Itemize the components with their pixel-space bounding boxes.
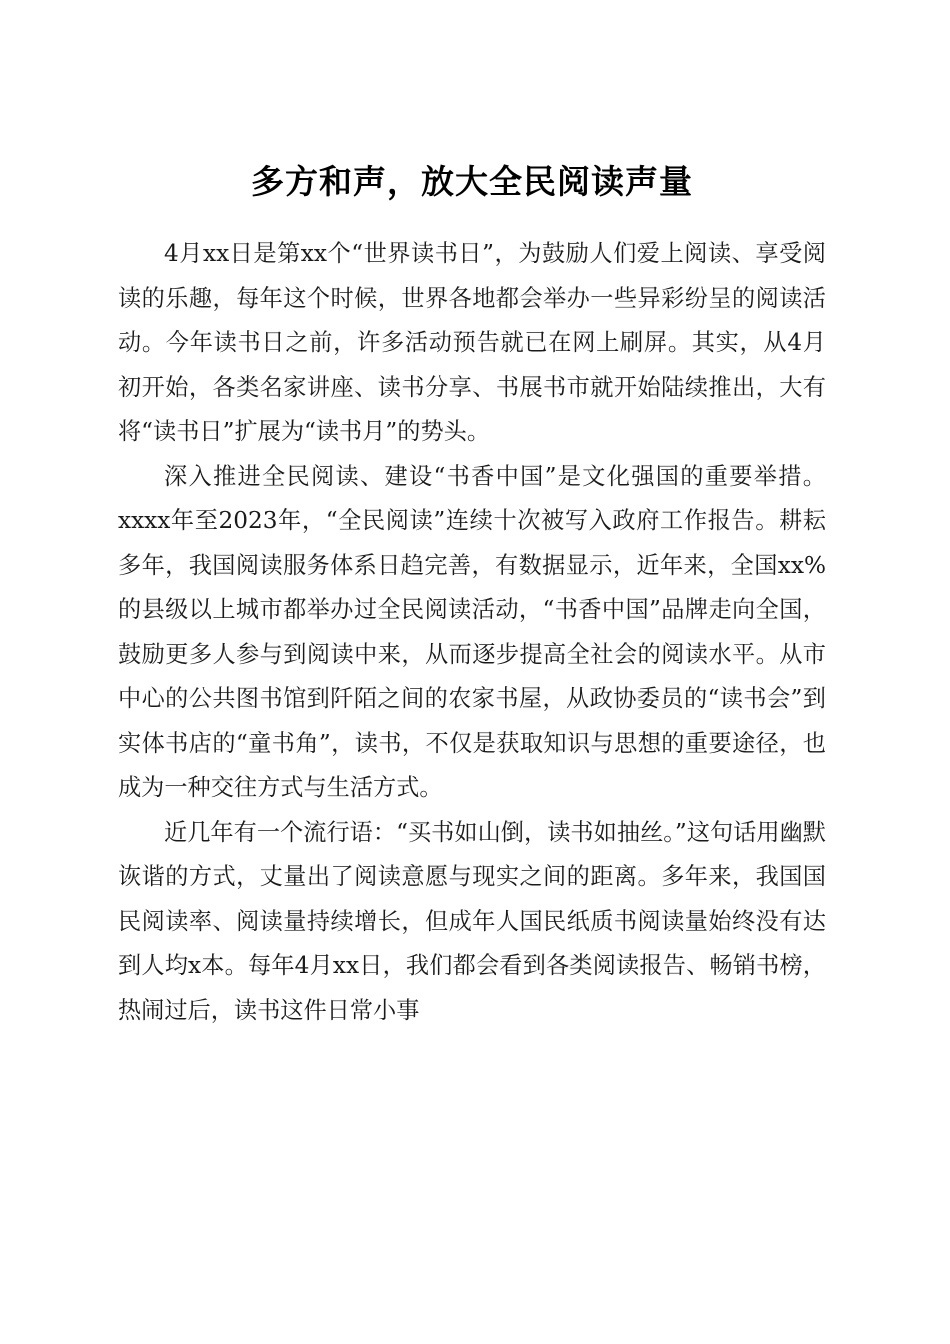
document-body — [118, 232, 826, 1033]
paragraph-reading-gap: 近几年有一个流行语：“买书如山倒，读书如抽丝。”这句话用幽默诙谐的方式，丈量出了阅读意愿与现实之间的距离。多年来，我国国民阅读率、阅读量持续增长，但成年人国民纸质书阅读量始终没有达到人均x本。每年4月xx日，我们都会看到各类阅读报告、畅销书榜，热闹过后，读书这件日常小事 — [118, 818, 826, 1024]
paragraph-world-reading-day: 4月xx日是第xx个“世界读书日”，为鼓励人们爱上阅读、享受阅读的乐趣，每年这个时候，世界各地都会举办一些异彩纷呈的阅读活动。今年读书日之前，许多活动预告就已在网上刷屏。其实，从4月初开始，各类名家讲座、读书分享、书展书市就开始陆续推出，大有将“读书日”扩展为“读书月”的势头。 — [118, 240, 826, 445]
paragraph-national-reading: 深入推进全民阅读、建设“书香中国”是文化强国的重要举措。xxxx年至2023年，“全民阅读”连续十次被写入政府工作报告。耕耘多年，我国阅读服务体系日趋完善，有数据显示，近年来，全国xx%的县级以上城市都举办过全民阅读活动，“书香中国”品牌走向全国，鼓励更多人参与到阅读中来，从而逐步提高全社会的阅读水平。从市中心的公共图书馆到阡陌之间的农家书屋，从政协委员的“读书会”到实体书店的“童书角”，读书，不仅是获取知识与思想的重要途径，也成为一种交往方式与生活方式。 — [118, 462, 826, 801]
document-title: 多方和声，放大全民阅读声量 — [251, 162, 693, 202]
